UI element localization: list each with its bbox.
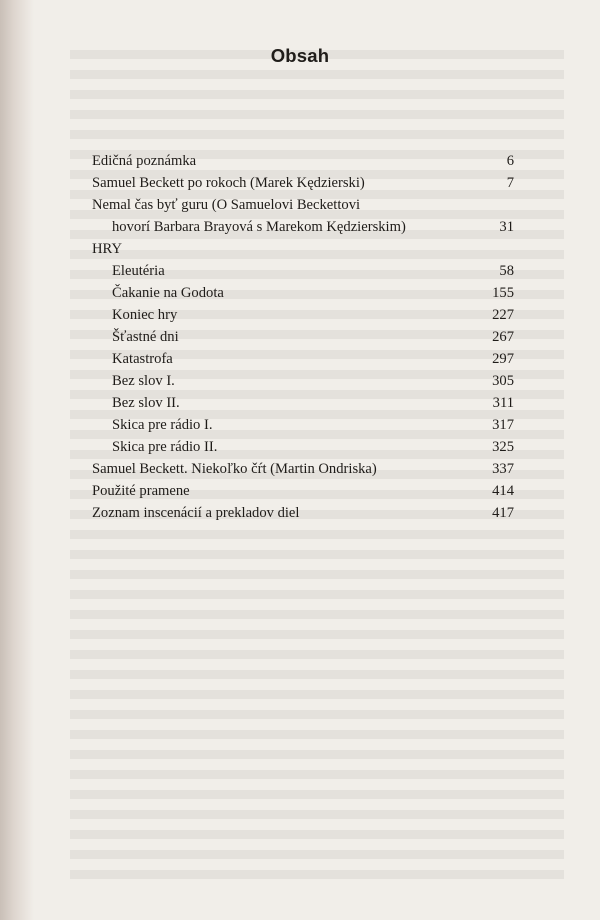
toc-entry-godot: Čakanie na Godota 155 — [92, 282, 514, 304]
toc-entry-sources: Použité pramene 414 — [92, 480, 514, 502]
table-of-contents — [92, 150, 514, 524]
toc-page-number: 297 — [492, 351, 514, 367]
toc-page-number: 267 — [492, 329, 514, 345]
toc-page-number: 311 — [492, 395, 514, 411]
toc-page-number: 155 — [492, 285, 514, 301]
toc-page-number: 6 — [506, 153, 514, 169]
toc-entry-happy-days: Šťastné dni 267 — [92, 326, 514, 348]
toc-page-number: 58 — [499, 263, 514, 279]
toc-entry-interview: Nemal čas byť guru (O Samuelovi Beckettovi hovorí Barbara Brayová s Marekom Kędzierskim) 31 — [92, 194, 514, 238]
toc-entry-eleuteria: Eleutéria 58 — [92, 260, 514, 282]
toc-page-number: 31 — [499, 219, 514, 235]
toc-entry-rough-for-radio-1: Skica pre rádio I. 317 — [92, 414, 514, 436]
toc-page-number: 417 — [492, 505, 514, 521]
toc-entry-rough-for-radio-2: Skica pre rádio II. 325 — [92, 436, 514, 458]
toc-page-number: 305 — [492, 373, 514, 389]
toc-page-number: 325 — [492, 439, 514, 455]
toc-entry-editorial-note: Edičná poznámka 6 — [92, 150, 514, 172]
toc-entry-act-without-words-1: Bez slov I. 305 — [92, 370, 514, 392]
toc-page-number: 7 — [506, 175, 514, 191]
book-gutter-shadow — [0, 0, 34, 920]
toc-section-plays: HRY — [92, 241, 123, 257]
toc-page-number: 337 — [492, 461, 514, 477]
toc-entry-endgame: Koniec hry 227 — [92, 304, 514, 326]
toc-page-number: 227 — [492, 307, 514, 323]
toc-entry-beckett-sketches: Samuel Beckett. Niekoľko čŕt (Martin Ondriska) 337 — [92, 458, 514, 480]
toc-page-number: 317 — [492, 417, 514, 433]
toc-page-number: 414 — [492, 483, 514, 499]
toc-entry-productions-translations: Zoznam inscenácií a prekladov diel 417 — [92, 502, 514, 524]
toc-entry-beckett-after-years: Samuel Beckett po rokoch (Marek Kędzierski) 7 — [92, 172, 514, 194]
toc-entry-catastrophe: Katastrofa 297 — [92, 348, 514, 370]
page-title: Obsah — [270, 45, 330, 66]
toc-entry-act-without-words-2: Bez slov II. 311 — [92, 392, 514, 414]
